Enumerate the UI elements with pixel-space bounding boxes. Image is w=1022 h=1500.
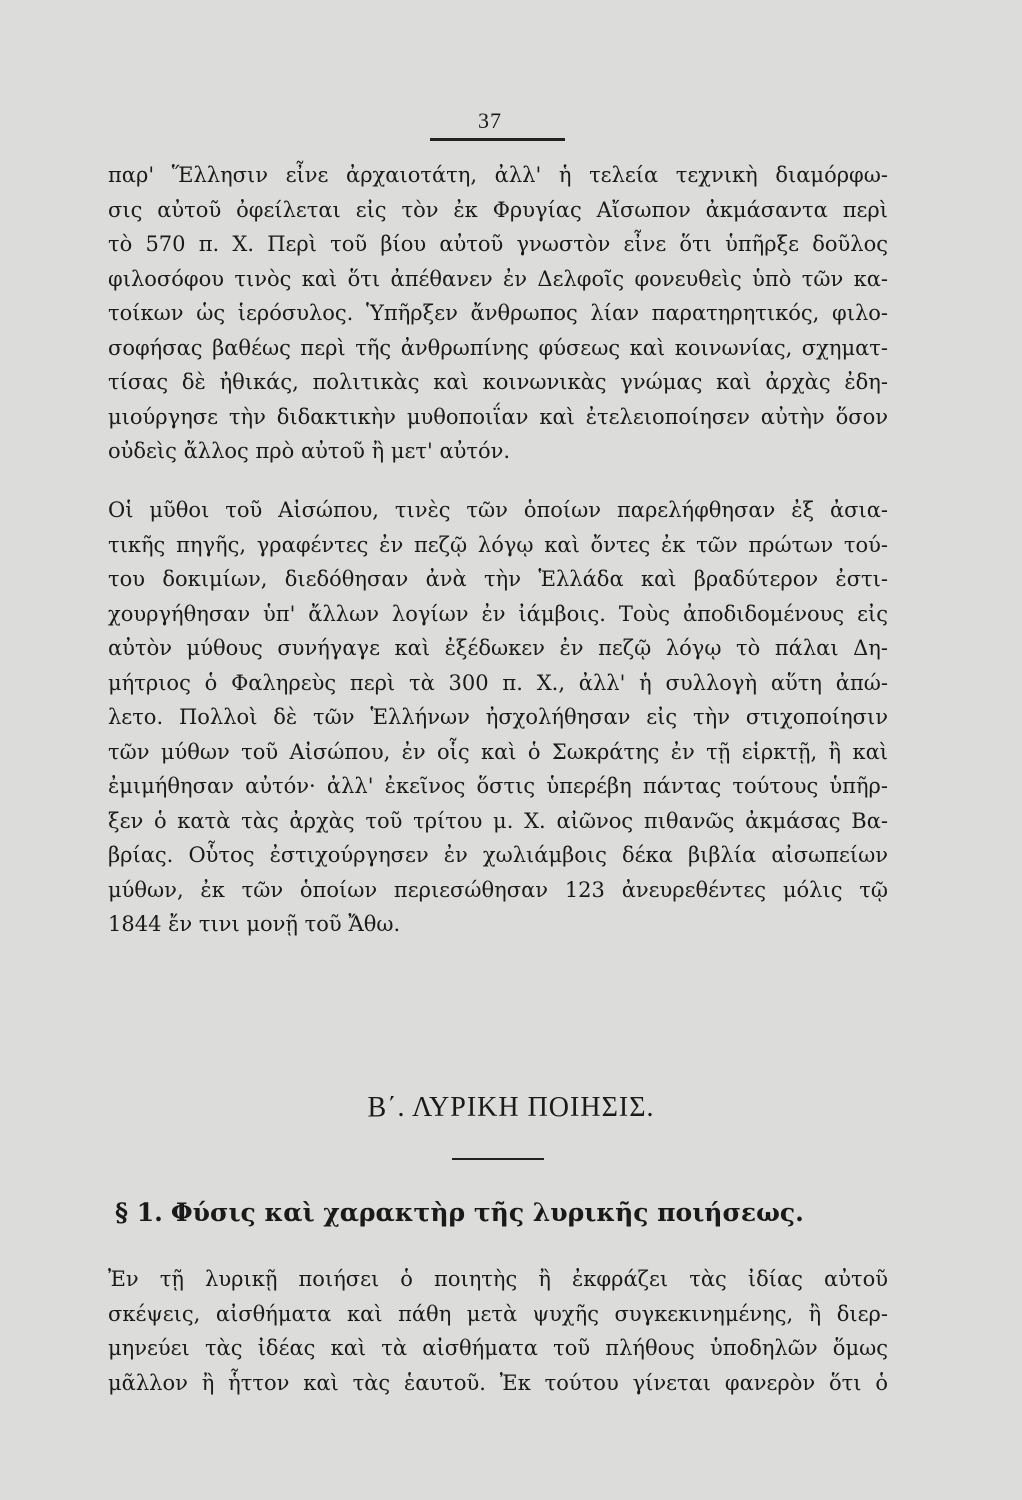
section-rule: [452, 1158, 544, 1160]
text-line: παρ' Ἕλλησιν εἶνε ἀρχαιοτάτη, ἀλλ' ἡ τελεία τεχνικὴ διαμόρφω-: [108, 163, 888, 187]
text-line: μήτριος ὁ Φαληρεὺς περὶ τὰ 300 π. Χ., ἀλλ' ἡ συλλογὴ αὕτη ἀπώ-: [108, 670, 888, 695]
text-line: Οἱ μῦθοι τοῦ Αἰσώπου, τινὲς τῶν ὁποίων παρελήφθησαν ἐξ ἀσια-: [108, 498, 888, 522]
page-number: 37: [478, 108, 502, 133]
text-line: μύθων, ἐκ τῶν ὁποίων περιεσώθησαν 123 ἀνευρεθέντες μόλις τῷ: [108, 877, 888, 902]
text-line: ξεν ὁ κατὰ τὰς ἀρχὰς τοῦ τρίτου μ. Χ. αἰῶνος πιθανῶς ἀκμάσας Βα-: [108, 808, 888, 833]
text-line: σκέψεις, αἰσθήματα καὶ πάθη μετὰ ψυχῆς συγκεκινημένης, ἢ διερ-: [108, 1301, 888, 1326]
text-line: αὐτὸν μύθους συνήγαγε καὶ ἐξέδωκεν ἐν πεζῷ λόγῳ τὸ πάλαι Δη-: [108, 636, 888, 660]
subsection-heading: [115, 1198, 895, 1227]
text-line: μιούργησε τὴν διδακτικὴν μυθοποιΐαν καὶ ἐτελειοποίησεν αὐτὴν ὅσον: [108, 404, 888, 429]
paragraph-aesop-intro: [108, 158, 888, 469]
text-line: λετο. Πολλοὶ δὲ τῶν Ἑλλήνων ἠσχολήθησαν εἰς τὴν στιχοποίησιν: [108, 705, 888, 729]
text-line: του δοκιμίων, διεδόθησαν ἀνὰ τὴν Ἑλλάδα καὶ βραδύτερον ἐστι-: [108, 567, 888, 591]
subsection-number: § 1.: [115, 1198, 163, 1227]
paragraph-aesop-fables: [108, 493, 888, 942]
subsection-title: Φύσις καὶ χαρακτὴρ τῆς λυρικῆς ποιήσεως.: [170, 1198, 804, 1227]
text-line: ἐμιμήθησαν αὐτόν· ἀλλ' ἐκεῖνος ὅστις ὑπερέβη πάντας τούτους ὑπῆρ-: [108, 774, 888, 798]
text-line: σις αὐτοῦ ὀφείλεται εἰς τὸν ἐκ Φρυγίας Αἴσωπον ἀκμάσαντα περὶ: [108, 197, 888, 222]
text-line: τικῆς πηγῆς, γραφέντες ἐν πεζῷ λόγῳ καὶ ὄντες ἐκ τῶν πρώτων τού-: [108, 532, 888, 557]
text-line: χουργήθησαν ὑπ' ἄλλων λογίων ἐν ἰάμβοις. Τοὺς ἀποδιδομένους εἰς: [108, 601, 888, 626]
text-line: οὐδεὶς ἄλλος πρὸ αὐτοῦ ἢ μετ' αὐτόν.: [108, 439, 511, 463]
text-line: σοφήσας βαθέως περὶ τῆς ἀνθρωπίνης φύσεως καὶ κοινωνίας, σχηματ-: [108, 335, 888, 360]
text-line: τῶν μύθων τοῦ Αἰσώπου, ἐν οἷς καὶ ὁ Σωκράτης ἐν τῇ εἱρκτῇ, ἢ καὶ: [108, 739, 888, 764]
text-line: Ἐν τῇ λυρικῇ ποιήσει ὁ ποιητὴς ἢ ἐκφράζει τὰς ἰδίας αὐτοῦ: [108, 1267, 888, 1291]
text-line: μᾶλλον ἢ ἧττον καὶ τὰς ἑαυτοῦ. Ἐκ τούτου γίνεται φανερὸν ὅτι ὁ: [108, 1370, 888, 1395]
text-line: βρίας. Οὗτος ἐστιχούργησεν ἐν χωλιάμβοις δέκα βιβλία αἰσωπείων: [108, 843, 888, 867]
text-line: τὸ 570 π. Χ. Περὶ τοῦ βίου αὐτοῦ γνωστὸν εἶνε ὅτι ὑπῆρξε δοῦλος: [108, 232, 888, 256]
header-rule: [430, 138, 565, 141]
text-line: φιλοσόφου τινὸς καὶ ὅτι ἀπέθανεν ἐν Δελφοῖς φονευθεὶς ὑπὸ τῶν κα-: [108, 266, 888, 291]
text-line: μηνεύει τὰς ἰδέας καὶ τὰ αἰσθήματα τοῦ πλήθους ὑποδηλῶν ὅμως: [108, 1336, 888, 1360]
text-line: τοίκων ὡς ἱερόσυλος. Ὑπῆρξεν ἄνθρωπος λίαν παρατηρητικός, φιλο-: [108, 301, 888, 325]
text-line: τίσας δὲ ἠθικάς, πολιτικὰς καὶ κοινωνικὰς γνώμας καὶ ἀρχὰς ἐδη-: [108, 370, 888, 394]
section-title: Β΄. ΛΥΡΙΚΗ ΠΟΙΗΣΙΣ.: [367, 1092, 655, 1123]
paragraph-lyric-poetry: [108, 1262, 888, 1400]
text-line: 1844 ἔν τινι μονῇ τοῦ Ἄθω.: [108, 912, 401, 936]
